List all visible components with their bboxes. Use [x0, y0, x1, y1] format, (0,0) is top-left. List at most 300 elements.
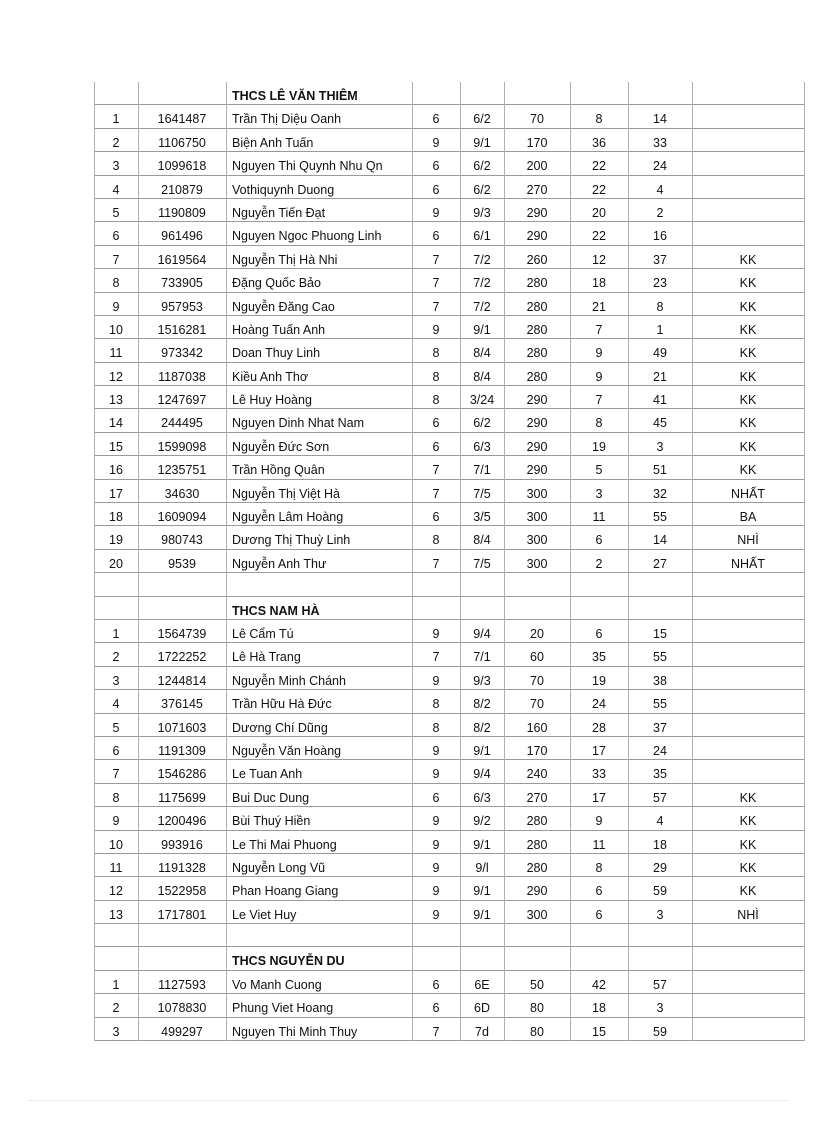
class-cell: 3/24 [460, 386, 504, 409]
student-row [94, 293, 806, 316]
grade-cell: 8 [412, 386, 460, 409]
minute-cell: 8 [570, 409, 628, 432]
stt-cell: 2 [94, 994, 138, 1017]
stt-cell: 2 [94, 129, 138, 152]
name-cell: Trần Thị Diệu Oanh [226, 105, 412, 128]
student-row [94, 714, 806, 737]
class-cell: 9/4 [460, 760, 504, 783]
empty-cell [138, 924, 226, 947]
empty-cell [692, 82, 804, 105]
second-cell: 24 [628, 737, 692, 760]
award-cell [692, 667, 804, 690]
minute-cell: 22 [570, 176, 628, 199]
minute-cell: 8 [570, 854, 628, 877]
stt-cell: 6 [94, 737, 138, 760]
stt-cell: 20 [94, 550, 138, 573]
class-cell: 9/4 [460, 620, 504, 643]
empty-cell [138, 573, 226, 596]
score-cell: 290 [504, 386, 570, 409]
class-cell: 6/2 [460, 409, 504, 432]
id-cell: 961496 [138, 222, 226, 245]
award-cell [692, 1018, 804, 1041]
name-cell: Biện Anh Tuấn [226, 129, 412, 152]
class-cell: 9/2 [460, 807, 504, 830]
stt-cell: 15 [94, 433, 138, 456]
stt-cell: 8 [94, 269, 138, 292]
score-cell: 290 [504, 199, 570, 222]
stt-cell: 14 [94, 409, 138, 432]
score-cell: 280 [504, 363, 570, 386]
minute-cell: 22 [570, 222, 628, 245]
award-cell: KK [692, 246, 804, 269]
student-row [94, 105, 806, 128]
id-cell: 1619564 [138, 246, 226, 269]
score-cell: 300 [504, 526, 570, 549]
award-cell: KK [692, 363, 804, 386]
student-row [94, 971, 806, 994]
name-cell: Le Tuan Anh [226, 760, 412, 783]
grid-line [692, 82, 693, 1041]
blank-row [94, 573, 806, 596]
student-row [94, 152, 806, 175]
award-cell [692, 222, 804, 245]
score-cell: 300 [504, 550, 570, 573]
id-cell: 1191328 [138, 854, 226, 877]
empty-cell [412, 947, 460, 970]
stt-cell: 11 [94, 339, 138, 362]
student-row [94, 222, 806, 245]
id-cell: 1522958 [138, 877, 226, 900]
class-cell: 6/3 [460, 784, 504, 807]
second-cell: 59 [628, 877, 692, 900]
award-cell: NHÌ [692, 526, 804, 549]
id-cell: 1099618 [138, 152, 226, 175]
name-cell: Nguyễn Lâm Hoàng [226, 503, 412, 526]
id-cell: 1722252 [138, 643, 226, 666]
minute-cell: 6 [570, 901, 628, 924]
empty-cell [412, 924, 460, 947]
results-table [94, 82, 806, 1041]
empty-cell [570, 573, 628, 596]
class-cell: 3/5 [460, 503, 504, 526]
class-cell: 7/1 [460, 456, 504, 479]
grade-cell: 9 [412, 854, 460, 877]
second-cell: 37 [628, 714, 692, 737]
stt-cell: 12 [94, 363, 138, 386]
id-cell: 993916 [138, 831, 226, 854]
award-cell [692, 199, 804, 222]
id-cell: 210879 [138, 176, 226, 199]
id-cell: 1641487 [138, 105, 226, 128]
name-cell: Nguyễn Minh Chánh [226, 667, 412, 690]
student-row [94, 643, 806, 666]
grade-cell: 6 [412, 152, 460, 175]
name-cell: Doan Thuy Linh [226, 339, 412, 362]
minute-cell: 8 [570, 105, 628, 128]
grade-cell: 9 [412, 620, 460, 643]
id-cell: 1609094 [138, 503, 226, 526]
score-cell: 70 [504, 667, 570, 690]
second-cell: 33 [628, 129, 692, 152]
empty-cell [692, 597, 804, 620]
award-cell: KK [692, 807, 804, 830]
second-cell: 3 [628, 433, 692, 456]
class-cell: 7/5 [460, 550, 504, 573]
name-cell: Nguyễn Anh Thư [226, 550, 412, 573]
empty-cell [94, 924, 138, 947]
student-row [94, 176, 806, 199]
grid-line [94, 82, 95, 1041]
name-cell: Dương Thị Thuỳ Linh [226, 526, 412, 549]
name-cell: Le Thi Mai Phuong [226, 831, 412, 854]
award-cell: KK [692, 784, 804, 807]
score-cell: 290 [504, 456, 570, 479]
empty-cell [692, 573, 804, 596]
award-cell: KK [692, 456, 804, 479]
grade-cell: 9 [412, 760, 460, 783]
class-cell: 9/1 [460, 877, 504, 900]
second-cell: 51 [628, 456, 692, 479]
grade-cell: 6 [412, 503, 460, 526]
id-cell: 1078830 [138, 994, 226, 1017]
empty-cell [504, 947, 570, 970]
grade-cell: 6 [412, 409, 460, 432]
id-cell: 1071603 [138, 714, 226, 737]
name-cell: Nguyen Ngoc Phuong Linh [226, 222, 412, 245]
stt-cell: 4 [94, 690, 138, 713]
student-row [94, 667, 806, 690]
empty-cell [460, 573, 504, 596]
id-cell: 1235751 [138, 456, 226, 479]
id-cell: 733905 [138, 269, 226, 292]
second-cell: 3 [628, 994, 692, 1017]
second-cell: 15 [628, 620, 692, 643]
name-cell: Trần Hồng Quân [226, 456, 412, 479]
stt-cell: 3 [94, 152, 138, 175]
class-cell: 6E [460, 971, 504, 994]
student-row [94, 363, 806, 386]
class-cell: 9/1 [460, 316, 504, 339]
empty-cell [628, 573, 692, 596]
grid-line [226, 82, 227, 1041]
minute-cell: 19 [570, 667, 628, 690]
minute-cell: 22 [570, 152, 628, 175]
award-cell: KK [692, 339, 804, 362]
page-bottom-divider [28, 1100, 788, 1101]
name-cell: Kiều Anh Thơ [226, 363, 412, 386]
score-cell: 280 [504, 316, 570, 339]
student-row [94, 129, 806, 152]
empty-cell [94, 82, 138, 105]
name-cell: Nguyễn Đức Sơn [226, 433, 412, 456]
id-cell: 1599098 [138, 433, 226, 456]
score-cell: 280 [504, 807, 570, 830]
minute-cell: 9 [570, 363, 628, 386]
class-cell: 9/1 [460, 901, 504, 924]
second-cell: 57 [628, 971, 692, 994]
class-cell: 8/4 [460, 363, 504, 386]
student-row [94, 690, 806, 713]
name-cell: Trần Hữu Hà Đức [226, 690, 412, 713]
stt-cell: 4 [94, 176, 138, 199]
student-row [94, 456, 806, 479]
student-row [94, 854, 806, 877]
second-cell: 21 [628, 363, 692, 386]
name-cell: Phan Hoang Giang [226, 877, 412, 900]
name-cell: Le Viet Huy [226, 901, 412, 924]
award-cell: KK [692, 433, 804, 456]
empty-cell [570, 924, 628, 947]
empty-cell [226, 924, 412, 947]
grade-cell: 6 [412, 971, 460, 994]
score-cell: 50 [504, 971, 570, 994]
stt-cell: 6 [94, 222, 138, 245]
class-cell: 7/2 [460, 246, 504, 269]
stt-cell: 19 [94, 526, 138, 549]
id-cell: 973342 [138, 339, 226, 362]
stt-cell: 11 [94, 854, 138, 877]
name-cell: Nguyễn Long Vũ [226, 854, 412, 877]
award-cell [692, 737, 804, 760]
id-cell: 1190809 [138, 199, 226, 222]
class-cell: 9/3 [460, 667, 504, 690]
empty-cell [138, 82, 226, 105]
class-cell: 7/2 [460, 269, 504, 292]
name-cell: Nguyễn Thị Hà Nhi [226, 246, 412, 269]
class-cell: 8/4 [460, 526, 504, 549]
empty-cell [628, 597, 692, 620]
grade-cell: 6 [412, 176, 460, 199]
stt-cell: 13 [94, 901, 138, 924]
stt-cell: 7 [94, 246, 138, 269]
empty-cell [504, 82, 570, 105]
grid-line [628, 82, 629, 1041]
second-cell: 24 [628, 152, 692, 175]
empty-cell [412, 82, 460, 105]
name-cell: Phung Viet Hoang [226, 994, 412, 1017]
grade-cell: 7 [412, 1018, 460, 1041]
second-cell: 27 [628, 550, 692, 573]
stt-cell: 3 [94, 1018, 138, 1041]
minute-cell: 7 [570, 386, 628, 409]
minute-cell: 9 [570, 807, 628, 830]
score-cell: 300 [504, 901, 570, 924]
name-cell: Hoàng Tuấn Anh [226, 316, 412, 339]
score-cell: 270 [504, 784, 570, 807]
minute-cell: 6 [570, 526, 628, 549]
stt-cell: 12 [94, 877, 138, 900]
student-row [94, 480, 806, 503]
empty-cell [504, 924, 570, 947]
empty-cell [628, 924, 692, 947]
class-cell: 8/2 [460, 690, 504, 713]
empty-cell [412, 597, 460, 620]
student-row [94, 550, 806, 573]
stt-cell: 9 [94, 293, 138, 316]
name-cell: Vo Manh Cuong [226, 971, 412, 994]
student-row [94, 877, 806, 900]
score-cell: 80 [504, 994, 570, 1017]
empty-cell [94, 947, 138, 970]
score-cell: 300 [504, 503, 570, 526]
award-cell: BA [692, 503, 804, 526]
award-cell [692, 690, 804, 713]
minute-cell: 9 [570, 339, 628, 362]
id-cell: 1717801 [138, 901, 226, 924]
school-name: THCS NGUYỄN DU [226, 947, 412, 970]
minute-cell: 2 [570, 550, 628, 573]
grade-cell: 8 [412, 526, 460, 549]
award-cell: KK [692, 386, 804, 409]
empty-cell [504, 597, 570, 620]
second-cell: 2 [628, 199, 692, 222]
grade-cell: 6 [412, 222, 460, 245]
id-cell: 1516281 [138, 316, 226, 339]
second-cell: 4 [628, 176, 692, 199]
student-row [94, 994, 806, 1017]
score-cell: 280 [504, 854, 570, 877]
student-row [94, 901, 806, 924]
student-row [94, 1018, 806, 1041]
minute-cell: 5 [570, 456, 628, 479]
minute-cell: 17 [570, 737, 628, 760]
award-cell [692, 971, 804, 994]
student-row [94, 386, 806, 409]
grade-cell: 6 [412, 784, 460, 807]
second-cell: 14 [628, 526, 692, 549]
name-cell: Nguyen Thi Quynh Nhu Qn [226, 152, 412, 175]
id-cell: 1187038 [138, 363, 226, 386]
grade-cell: 6 [412, 105, 460, 128]
grid-line [460, 82, 461, 1041]
empty-cell [628, 947, 692, 970]
id-cell: 34630 [138, 480, 226, 503]
grade-cell: 7 [412, 246, 460, 269]
class-cell: 7d [460, 1018, 504, 1041]
second-cell: 55 [628, 503, 692, 526]
empty-cell [692, 947, 804, 970]
second-cell: 3 [628, 901, 692, 924]
minute-cell: 6 [570, 620, 628, 643]
grid-line [570, 82, 571, 1041]
minute-cell: 21 [570, 293, 628, 316]
school-name: THCS LÊ VĂN THIÊM [226, 82, 412, 105]
second-cell: 8 [628, 293, 692, 316]
student-row [94, 760, 806, 783]
name-cell: Bùi Thuý Hiền [226, 807, 412, 830]
name-cell: Nguyễn Thị Việt Hà [226, 480, 412, 503]
award-cell: NHẤT [692, 480, 804, 503]
student-row [94, 409, 806, 432]
second-cell: 49 [628, 339, 692, 362]
award-cell [692, 620, 804, 643]
empty-cell [570, 947, 628, 970]
award-cell: KK [692, 293, 804, 316]
grid-line [138, 82, 139, 1041]
score-cell: 290 [504, 877, 570, 900]
class-cell: 6/2 [460, 152, 504, 175]
score-cell: 80 [504, 1018, 570, 1041]
stt-cell: 5 [94, 714, 138, 737]
name-cell: Dương Chí Dũng [226, 714, 412, 737]
grade-cell: 9 [412, 316, 460, 339]
student-row [94, 316, 806, 339]
minute-cell: 35 [570, 643, 628, 666]
id-cell: 1127593 [138, 971, 226, 994]
grade-cell: 9 [412, 129, 460, 152]
score-cell: 200 [504, 152, 570, 175]
award-cell: KK [692, 316, 804, 339]
minute-cell: 18 [570, 269, 628, 292]
score-cell: 280 [504, 269, 570, 292]
second-cell: 18 [628, 831, 692, 854]
grade-cell: 8 [412, 363, 460, 386]
grid-line [412, 82, 413, 1041]
stt-cell: 13 [94, 386, 138, 409]
grade-cell: 7 [412, 293, 460, 316]
award-cell [692, 105, 804, 128]
id-cell: 1244814 [138, 667, 226, 690]
empty-cell [460, 82, 504, 105]
id-cell: 1191309 [138, 737, 226, 760]
grade-cell: 7 [412, 480, 460, 503]
grade-cell: 9 [412, 199, 460, 222]
empty-cell [412, 573, 460, 596]
second-cell: 38 [628, 667, 692, 690]
second-cell: 59 [628, 1018, 692, 1041]
student-row [94, 526, 806, 549]
empty-cell [460, 924, 504, 947]
grade-cell: 9 [412, 831, 460, 854]
minute-cell: 17 [570, 784, 628, 807]
name-cell: Nguyễn Tiến Đạt [226, 199, 412, 222]
empty-cell [138, 597, 226, 620]
second-cell: 14 [628, 105, 692, 128]
student-row [94, 433, 806, 456]
class-cell: 9/1 [460, 831, 504, 854]
empty-cell [628, 82, 692, 105]
stt-cell: 1 [94, 971, 138, 994]
minute-cell: 15 [570, 1018, 628, 1041]
award-cell [692, 714, 804, 737]
class-cell: 9/1 [460, 737, 504, 760]
class-cell: 8/2 [460, 714, 504, 737]
award-cell: NHÌ [692, 901, 804, 924]
score-cell: 300 [504, 480, 570, 503]
award-cell: KK [692, 269, 804, 292]
name-cell: Lê Huy Hoàng [226, 386, 412, 409]
minute-cell: 18 [570, 994, 628, 1017]
award-cell: KK [692, 409, 804, 432]
stt-cell: 5 [94, 199, 138, 222]
award-cell [692, 176, 804, 199]
id-cell: 957953 [138, 293, 226, 316]
grade-cell: 9 [412, 901, 460, 924]
second-cell: 55 [628, 643, 692, 666]
school-header-row [94, 597, 806, 620]
class-cell: 6/1 [460, 222, 504, 245]
award-cell: KK [692, 831, 804, 854]
name-cell: Nguyen Dinh Nhat Nam [226, 409, 412, 432]
award-cell: NHẤT [692, 550, 804, 573]
empty-cell [226, 573, 412, 596]
award-cell [692, 129, 804, 152]
blank-row [94, 924, 806, 947]
minute-cell: 19 [570, 433, 628, 456]
empty-cell [460, 947, 504, 970]
empty-cell [460, 597, 504, 620]
stt-cell: 10 [94, 316, 138, 339]
